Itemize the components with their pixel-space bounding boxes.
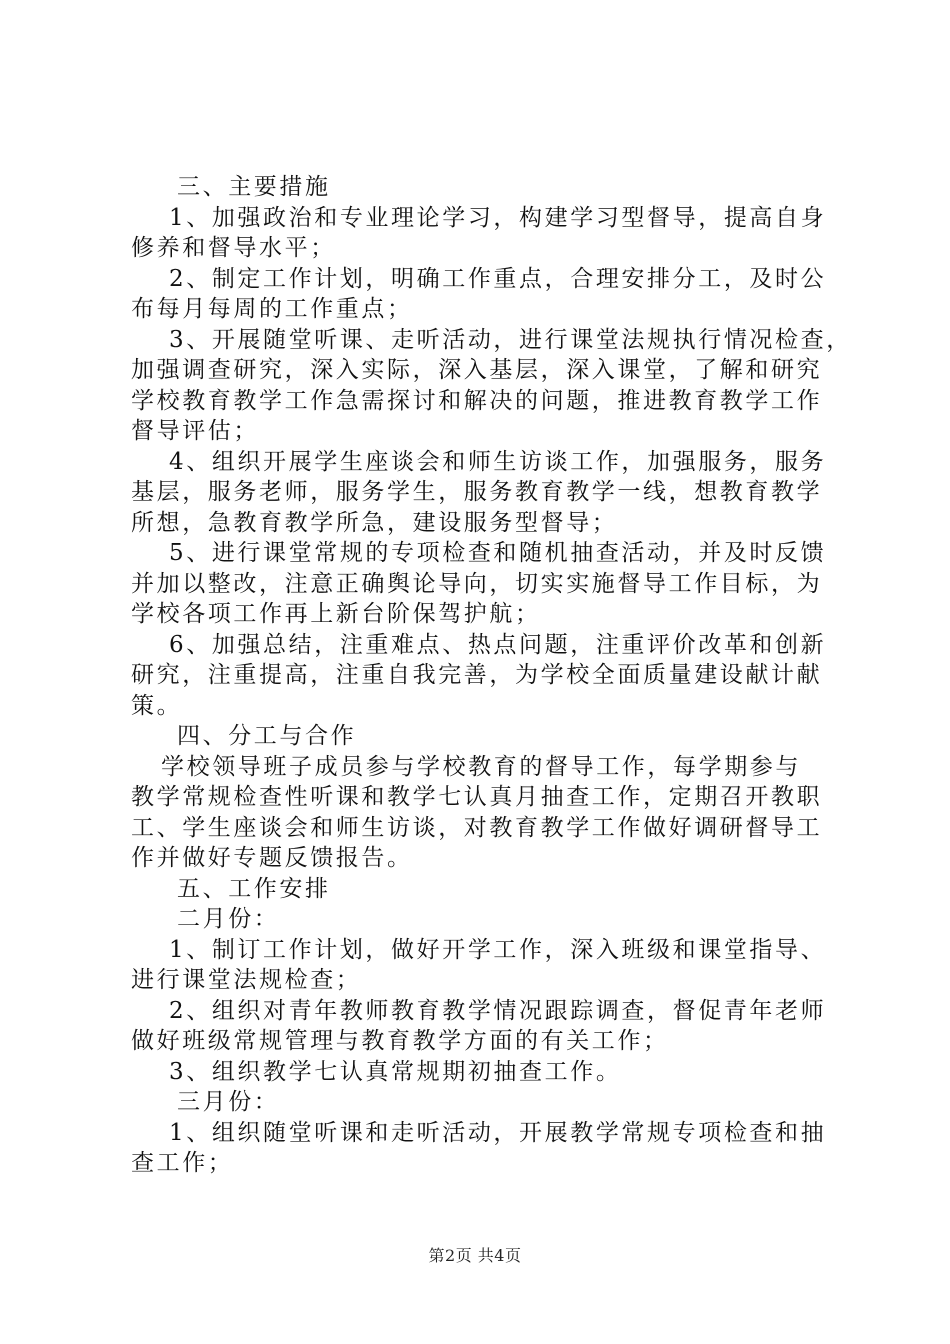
text-line: 布每月每周的工作重点； [131, 296, 413, 322]
text-line: 研究，注重提高，注重自我完善，为学校全面质量建设献计献 [131, 662, 823, 688]
text-line: 并加以整改，注意正确舆论导向，切实实施督导工作目标，为 [131, 570, 823, 597]
text-line: 学校教育教学工作急需探讨和解决的问题，推进教育教学工作 [131, 387, 823, 414]
text-line: 修养和督导水平； [131, 235, 336, 261]
text-line: 策。 [131, 692, 183, 719]
text-line: 三月份： [177, 1089, 280, 1115]
text-line: 1、组织随堂听课和走听活动，开展教学常规专项检查和抽 [169, 1119, 827, 1146]
text-line: 学校各项工作再上新台阶保驾护航； [131, 601, 541, 627]
text-line: 查工作； [131, 1150, 234, 1176]
text-line: 基层，服务老师，服务学生，服务教育教学一线，想教育教学 [131, 479, 823, 505]
text-line: 3、开展随堂听课、走听活动，进行课堂法规执行情况检查， [169, 326, 852, 353]
text-line: 6、加强总结，注重难点、热点问题，注重评价改革和创新 [169, 631, 827, 658]
text-line: 4、组织开展学生座谈会和师生访谈工作，加强服务，服务 [169, 448, 827, 475]
text-line: 作并做好专题反馈报告。 [131, 845, 413, 871]
text-line: 进行课堂法规检查； [131, 967, 362, 993]
text-line: 1、加强政治和专业理论学习，构建学习型督导，提高自身 [169, 204, 827, 231]
text-line: 工、学生座谈会和师生访谈，对教育教学工作做好调研督导工 [131, 814, 823, 841]
page-footer: 第2页 共4页 [428, 1246, 522, 1265]
document-body [131, 172, 852, 1179]
text-line: 所想，急教育教学所急，建设服务型督导； [131, 509, 618, 536]
text-line: 2、组织对青年教师教育教学情况跟踪调查，督促青年老师 [169, 997, 827, 1024]
text-line: 加强调查研究，深入实际，深入基层，深入课堂，了解和研究 [131, 357, 823, 383]
text-line: 2、制定工作计划，明确工作重点，合理安排分工，及时公 [169, 265, 827, 292]
text-line: 教学常规检查性听课和教学七认真月抽查工作，定期召开教职 [131, 784, 823, 810]
text-line: 三、主要措施 [177, 174, 331, 200]
text-line: 二月份： [177, 906, 280, 932]
text-line: 五、工作安排 [177, 875, 331, 902]
text-line: 四、分工与合作 [177, 723, 357, 749]
text-line: 1、制订工作计划，做好开学工作，深入班级和课堂指导、 [169, 936, 827, 963]
text-line: 学校领导班子成员参与学校教育的督导工作，每学期参与 [161, 753, 801, 780]
text-line: 做好班级常规管理与教育教学方面的有关工作； [131, 1028, 669, 1054]
text-line: 督导评估； [131, 418, 259, 444]
text-line: 5、进行课堂常规的专项检查和随机抽查活动，并及时反馈 [169, 540, 827, 566]
text-line: 3、组织教学七认真常规期初抽查工作。 [169, 1058, 622, 1085]
